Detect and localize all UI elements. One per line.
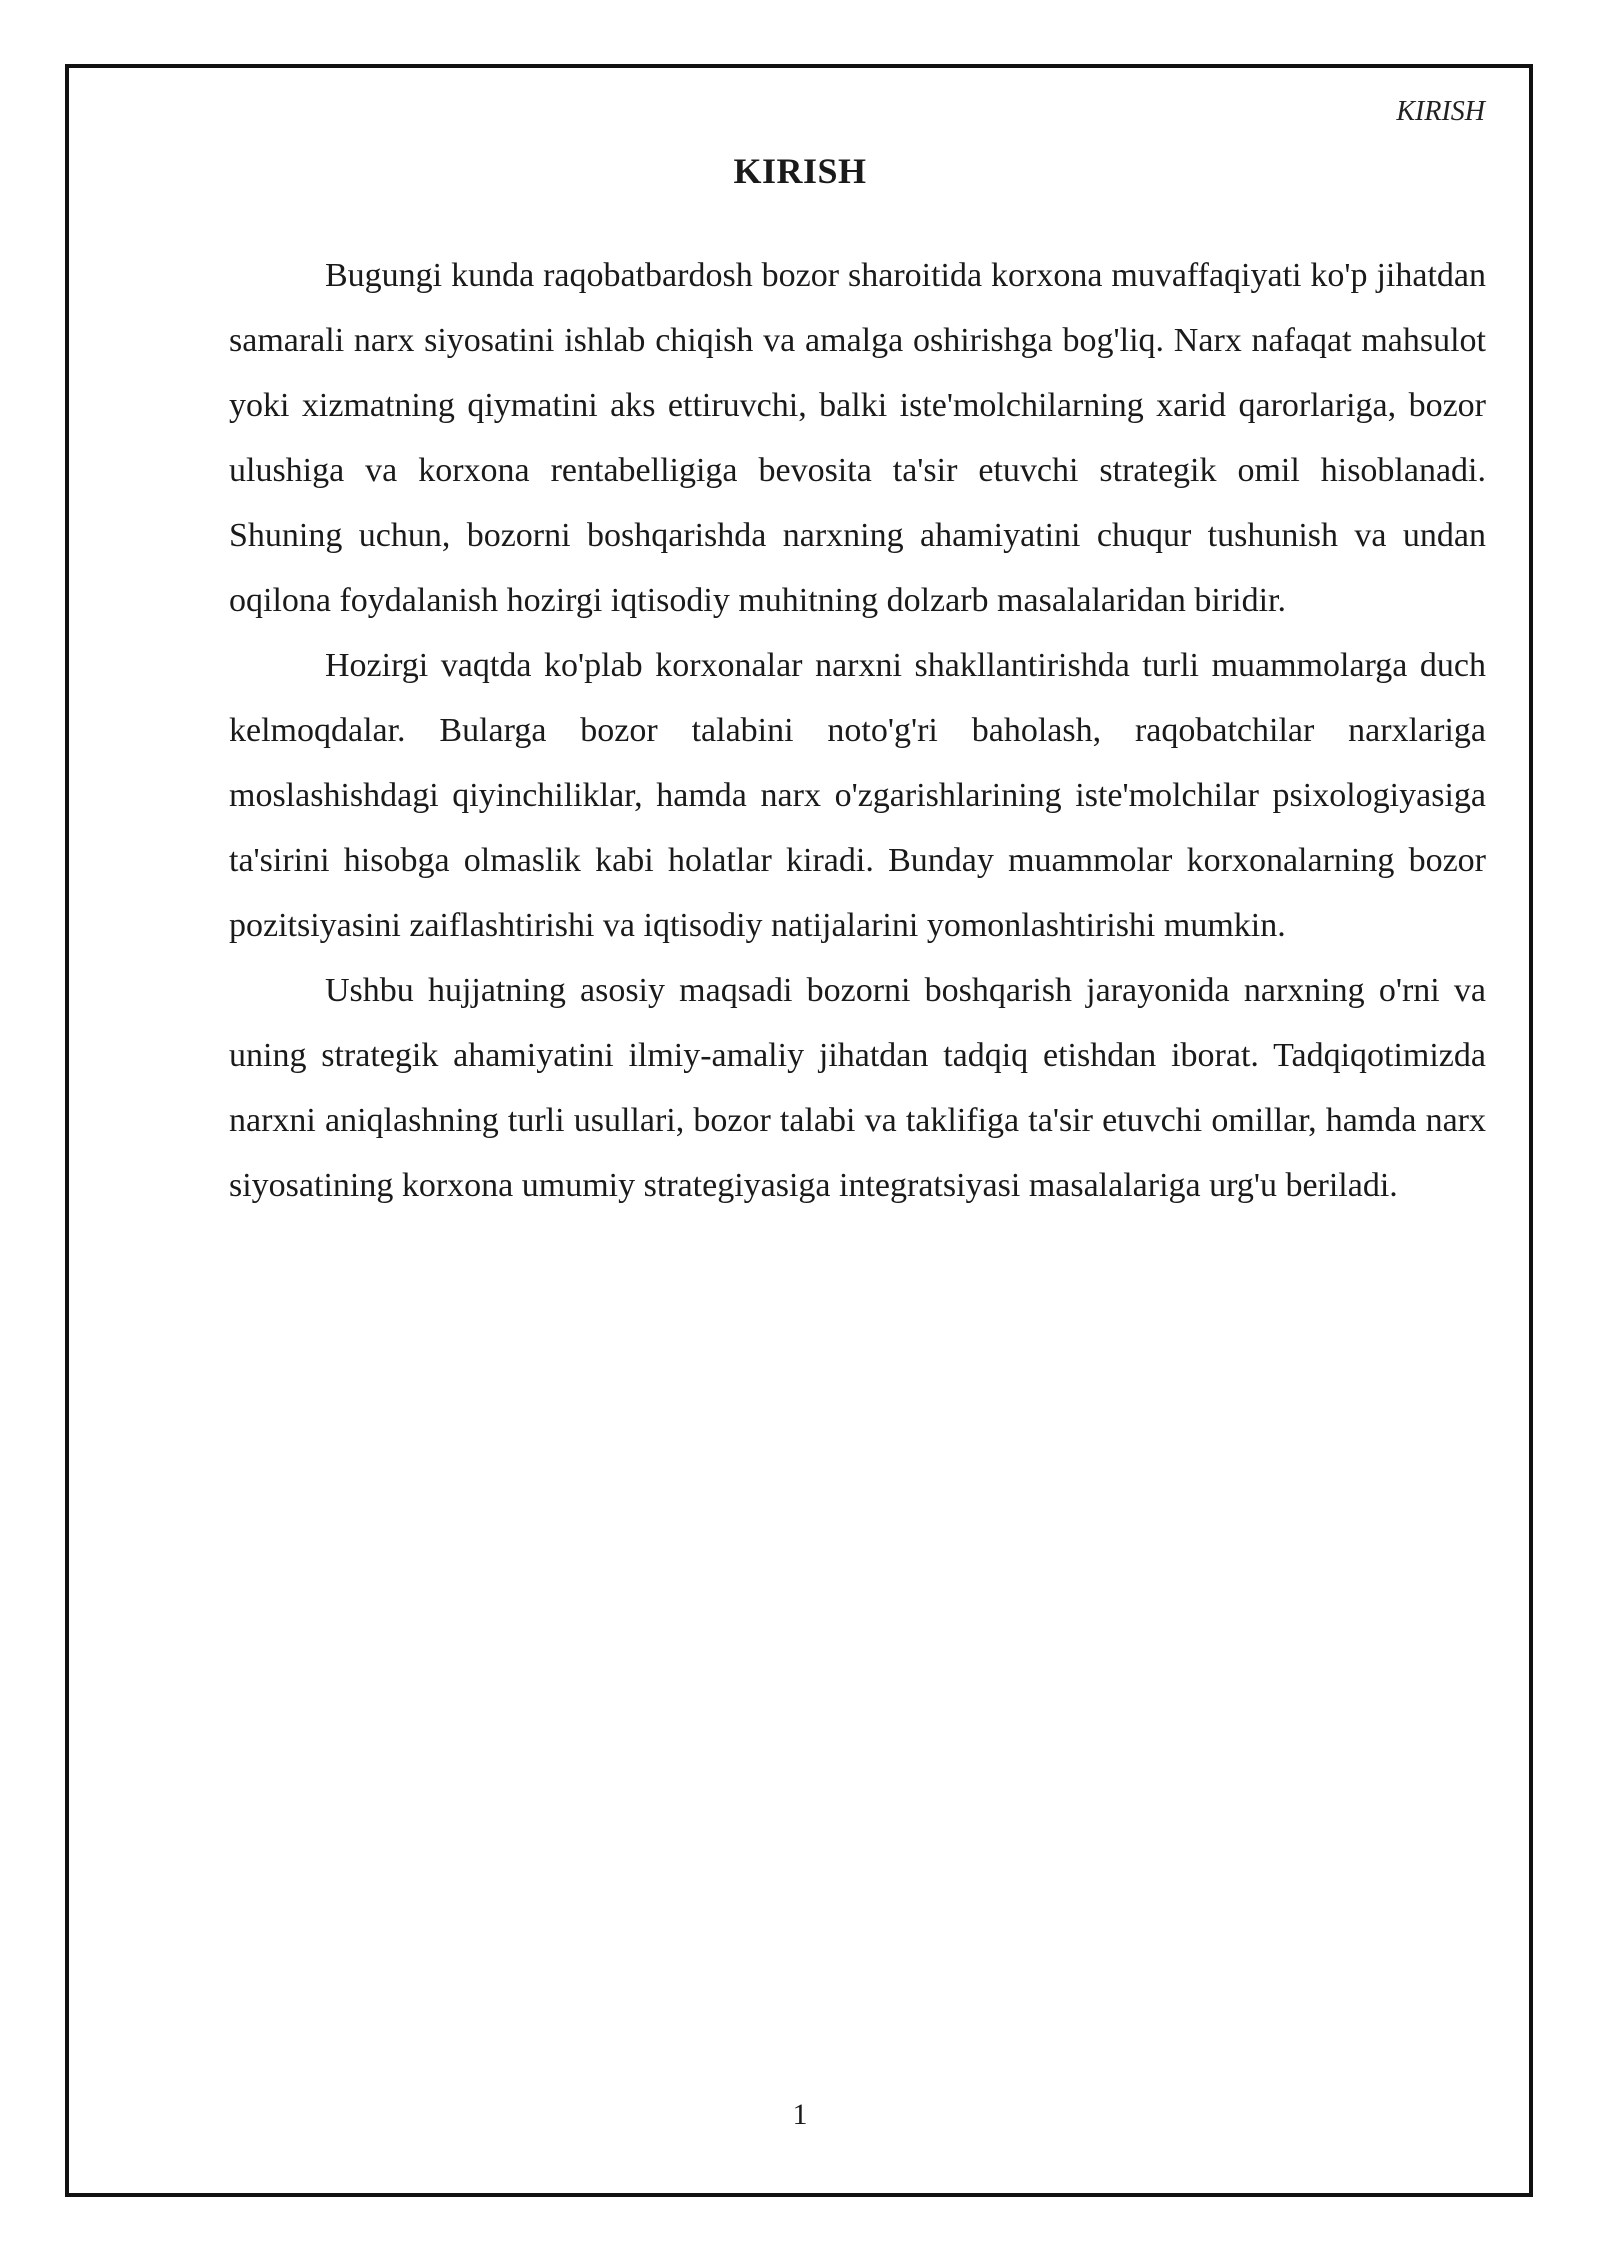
paragraph-problems: Hozirgi vaqtda ko'plab korxonalar narxni shakllantirishda turli muammolarga duch kelmoqdalar. Bularga bozor talabini noto'g'ri baholash, raqobatchilar narxlariga moslashishdagi qiyinchiliklar, hamda narx o'zgarishlarining iste'molchilar psixologiyasiga ta'sirini hisobga olmaslik kabi holatlar kiradi. Bunday muammolar korxonalarning bozor pozitsiyasini zaiflashtirishi va iqtisodiy natijalarini yomonlashtirishi mumkin. [229, 647, 1486, 944]
document-body [229, 243, 1486, 1218]
page-number: 1 [792, 2098, 808, 2131]
paragraph-goal: Ushbu hujjatning asosiy maqsadi bozorni boshqarish jarayonida narxning o'rni va uning strategik ahamiyatini ilmiy-amaliy jihatdan tadqiq etishdan iborat. Tadqiqotimizda narxni aniqlashning turli usullari, bozor talabi va taklifiga ta'sir etuvchi omillar, hamda narx siyosatining korxona umumiy strategiyasiga integratsiyasi masalalariga urg'u beriladi. [229, 972, 1486, 1204]
document-title: KIRISH [733, 151, 867, 191]
paragraph-intro: Bugungi kunda raqobatbardosh bozor sharoitida korxona muvaffaqiyati ko'p jihatdan samarali narx siyosatini ishlab chiqish va amalga oshirishga bog'liq. Narx nafaqat mahsulot yoki xizmatning qiymatini aks ettiruvchi, balki iste'molchilarning xarid qarorlariga, bozor ulushiga va korxona rentabelligiga bevosita ta'sir etuvchi strategik omil hisoblanadi. Shuning uchun, bozorni boshqarishda narxning ahamiyatini chuqur tushunish va undan oqilona foydalanish hozirgi iqtisodiy muhitning dolzarb masalalaridan biridir. [229, 257, 1486, 619]
running-header: KIRISH [1396, 96, 1485, 127]
